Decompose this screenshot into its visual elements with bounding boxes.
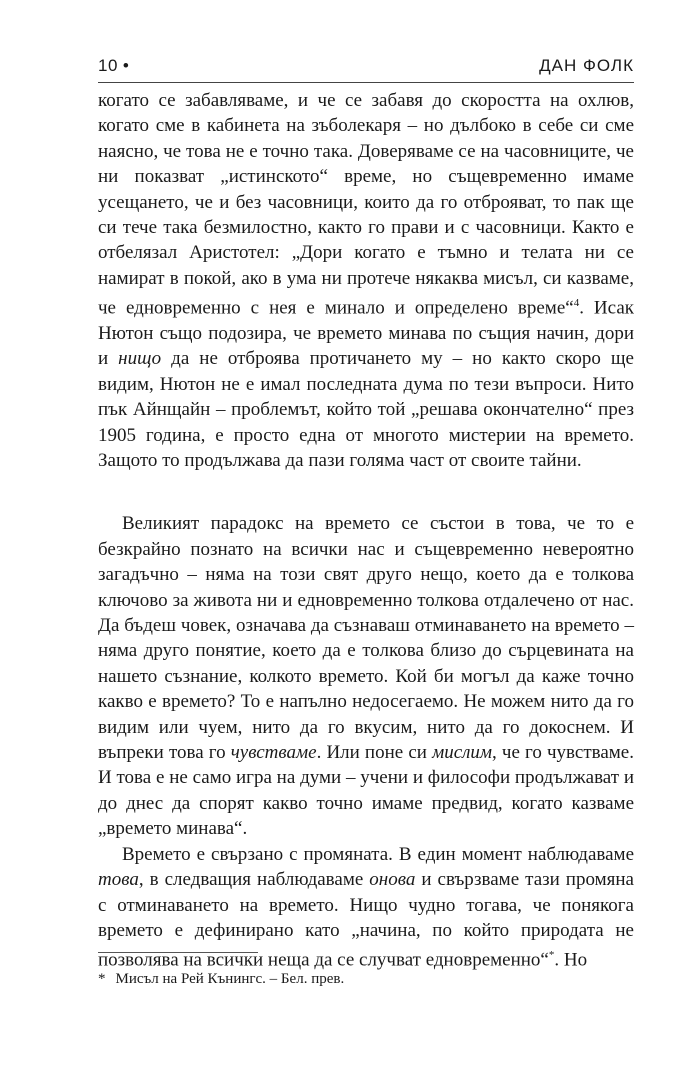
text-run: . Но <box>554 949 588 971</box>
text-run: , че го чувстваме. И това е не само игра на думи – учени и философи продължават и до днес да спорят какво точно имаме предвид, когато казваме „времето минава“. <box>98 742 634 840</box>
emphasis-text: мислим <box>432 742 493 764</box>
text-run: Времето е свързано с промяната. В един момент наблюдаваме <box>122 843 634 865</box>
paragraph-gap <box>98 473 634 511</box>
page-number-group <box>98 56 129 76</box>
footnote-ref: * <box>548 949 555 962</box>
footnote-ref: 4 <box>573 297 580 310</box>
paragraph <box>98 511 634 841</box>
footnote-rule <box>98 952 258 953</box>
page-number: 10 <box>98 56 118 75</box>
paragraph <box>98 842 634 973</box>
running-header-author: ДАН ФОЛК <box>539 56 634 75</box>
text-run: , в следващия наблюдаваме <box>138 869 370 891</box>
footnote-mark: * <box>98 971 106 987</box>
text-run: когато се забавляваме, и че се забавя до скоростта на охлюв, когато сме в кабинета на зъболекаря – но дълбоко в себе си сме наясно, че това не е точно така. Доверяваме се на часовниците, че ни показват „истинското“ време, но същевременно имаме усещането, че и без часовници, които да го отброяват, то пак ще си тече така безмилостно, както го прави и с часовници. Както е отбелязал Аристотел: „Дори когато е тъмно и телата ни се намират в покой, ако в ума ни протече някаква мисъл, си казваме, че едновременно с нея е минало и определено време“ <box>98 90 634 319</box>
paragraph <box>98 88 634 473</box>
emphasis-text: онова <box>369 869 416 891</box>
text-run: . Или поне си <box>316 742 433 764</box>
footnote <box>98 969 344 989</box>
text-run: Великият парадокс на времето се състои в това, че то е безкрайно познато на всички нас и същевременно невероятно загадъчно – няма на този свят друго нещо, което да е толкова ключово за живота ни и едновременно толкова отдалечено от нас. Да бъдеш човек, означава да съзнаваш отминаването на времето – няма друго понятие, което да е толкова близо до сърцевината на нашето съзнание, колкото времето. Кой би могъл да каже точно какво е времето? То е напълно недосегаемо. Не можем нито да го видим или чуем, нито да го вкусим, нито да го докоснем. И въпреки това го <box>98 513 634 764</box>
header-rule <box>98 82 634 83</box>
header-bullet: • <box>122 56 130 75</box>
text-run: . Исак Нютон също подозира, че времето минава по същия начин, дори и <box>98 297 634 370</box>
text-run: да не отброява протичането му – но както скоро ще видим, Нютон не е имал последната дума по тези въпроси. Нито пък Айнщайн – проблемът, който той „решава окончателно“ през 1905 година, е просто една от многото мистерии на времето. Защото то продължава да пази голяма част от своите тайни. <box>98 348 634 472</box>
footnote-text: Мисъл на Рей Кънингс. – Бел. прев. <box>115 971 345 987</box>
running-header <box>98 50 634 84</box>
body-text <box>98 88 634 973</box>
emphasis-text: нищо <box>118 348 162 370</box>
text-run: и свързваме тази промяна с отминаването на времето. Нищо чудно тогава, че понякога времето е дефинирано като „начина, по който природата не позволява на всички неща да се случват едновременно“ <box>98 869 634 971</box>
emphasis-text: чувстваме <box>230 742 317 764</box>
emphasis-text: това <box>98 869 139 891</box>
